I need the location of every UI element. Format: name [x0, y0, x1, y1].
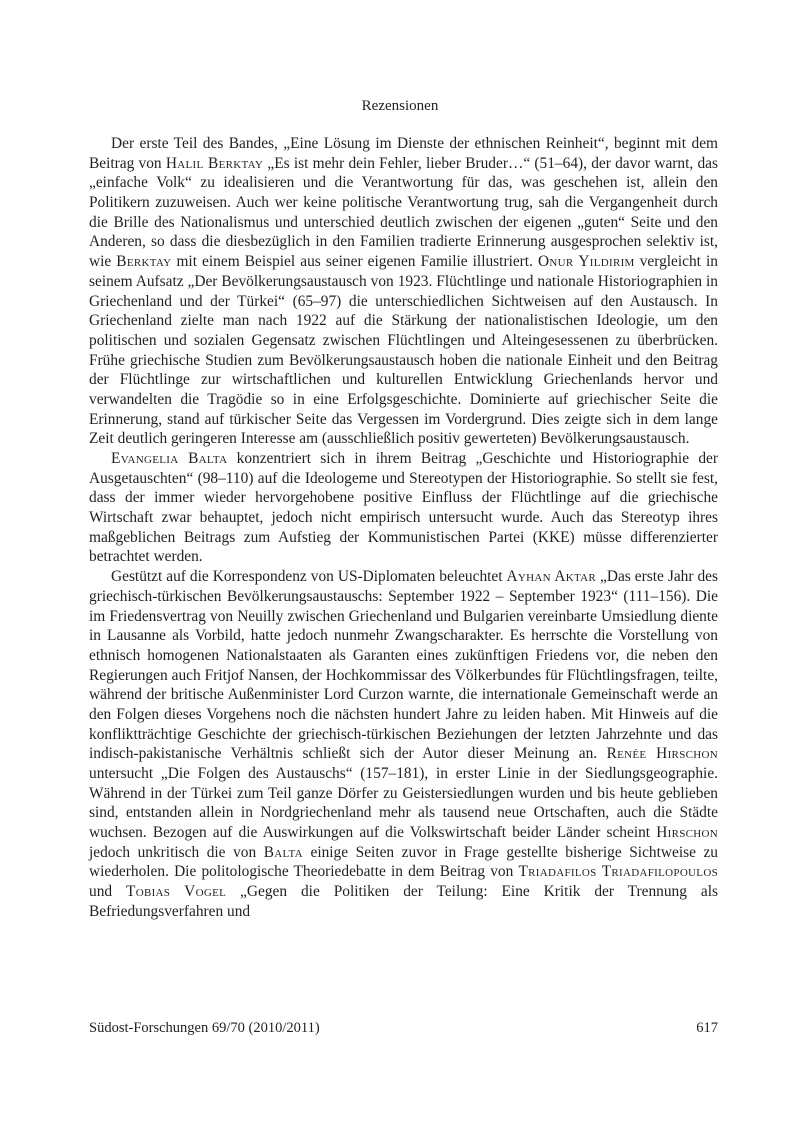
- text-run: und: [89, 883, 127, 901]
- author-name: Triadafilos Triadafilopoulos: [518, 863, 718, 881]
- text-run: „Es ist mehr dein Fehler, lieber Bruder…“ (51–64), der davor warnt, das „einfache Volk“ zu idealisieren und die Verantwortung für das, was geschehen ist, allein den Politikern zuzuweisen. Auch wer keine politische Verantwortung trug, sah die Vergangenheit durch die Brille des Nationalismus und unterschied deutlich zwischen der eigenen „guten“ Seite und den Anderen, so dass die diesbezüglich in den Familien tradierte Erinnerung ausgesprochen selektiv ist, wie: [89, 154, 719, 271]
- text-run: einige Seiten zuvor in Frage gestellte bisherige Sichtweise zu wiederholen. Die politologische Theoriedebatte in dem Beitrag von: [89, 843, 718, 881]
- review-body-text: [89, 134, 718, 922]
- text-run: mit einem Beispiel aus seiner eigenen Familie illustriert.: [171, 253, 538, 271]
- running-header: [0, 98, 800, 115]
- text-run: konzentriert sich in ihrem Beitrag „Geschichte und Historiographie der Ausgetauschten“ (98–110) auf die Ideologeme und Stereotypen der Historiographie. So stellt sie fest, dass der immer wieder hervorgehobene positive Einfluss der Flüchtlinge auf die griechische Wirtschaft zwar behauptet, jedoch nicht empirisch untersucht wurde. Auch das Stereotyp ihres maßgeblichen Beitrags zum Aufstieg der Kommunistischen Partei (KKE) müsse differenzierter betrachtet werden.: [89, 450, 718, 566]
- author-name: Renée Hirschon: [606, 745, 718, 763]
- body-paragraph: [89, 134, 718, 449]
- author-name: Halil Berktay: [165, 154, 264, 172]
- text-run: Der erste Teil des Bandes, „Eine Lösung im Dienste der ethnischen Reinheit“, beginnt mit dem Beitrag von: [89, 135, 718, 172]
- text-run: „Gegen die Politiken der Teilung: Eine Kritik der Trennung als Befriedungsverfahren und: [89, 883, 718, 920]
- journal-citation: Südost-Forschungen 69/70 (2010/2011): [89, 1020, 320, 1036]
- body-paragraph: [89, 449, 718, 567]
- author-name: Evangelia Balta: [111, 450, 228, 467]
- author-name: Berktay: [116, 253, 172, 271]
- body-paragraph: [89, 567, 718, 921]
- text-run: „Das erste Jahr des griechisch-türkischen Bevölkerungsaustauschs: September 1922 – September 1923“ (111–156). Die im Friedensvertrag von Neuilly zwischen Griechenland und Bulgarien vereinbarte Umsiedlung diente in Lausanne als Vorbild, hatte jedoch nunmehr Zwangscharakter. Es herrschte die Vorstellung von ethnisch homogenen Nationalstaaten als Garanten eines zukünftigen Friedens vor, die neben den Regierungen auch Fritjof Nansen, der Hochkommissar des Völkerbundes für Flüchtlingsfragen, teilte, während der britische Außenminister Lord Curzon warnte, die internationale Gemeinschaft werde an den Folgen dieses Vorgehens noch die nächsten hundert Jahre zu leiden haben. Mit Hinweis auf die konfliktträchtige Geschichte der griechisch-türkischen Beziehungen der letzten Jahrzehnte und das indisch-pakistanische Verhältnis schließt sich der Autor dieser Meinung an.: [89, 568, 718, 763]
- page-number: 617: [696, 1020, 718, 1036]
- author-name: Tobias Vogel: [126, 883, 227, 901]
- running-header-title: Rezensionen: [361, 98, 439, 114]
- text-run: untersucht „Die Folgen des Austauschs“ (157–181), in erster Linie in der Siedlungsgeographie. Während in der Türkei zum Teil ganze Dörfer zu Geistersiedlungen wurden und bis heute geblieben sind, entstanden allein in Nordgriechenland mehr als tausend neue Ortschaften, auch die Städte wuchsen. Bezogen auf die Auswirkungen auf die Volkswirtschaft beider Länder scheint: [89, 765, 718, 842]
- author-name: Onur Yildirim: [538, 253, 635, 271]
- author-name: Ayhan Aktar: [506, 568, 597, 586]
- text-run: vergleicht in seinem Aufsatz „Der Bevölkerungsaustausch von 1923. Flüchtlinge und nationale Historiographien in Griechenland und der Türkei“ (65–97) die unterschiedlichen Sichtweisen auf den Austausch. In Griechenland zielte man nach 1922 auf die Stärkung der nationalistischen Ideologie, um den politischen und sozialen Gegensatz zwischen Flüchtlingen und Alteingesessenen zu überbrücken. Frühe griechische Studien zum Bevölkerungsaustausch hoben die nationale Einheit und den Beitrag der Flüchtlinge zur wirtschaftlichen und kulturellen Entwicklung Griechenlands hervor und verwandelten die Tragödie so in eine Erfolgsgeschichte. Dominierte auf griechischer Seite die Erinnerung, stand auf türkischer Seite das Vergessen im Vordergrund. Dies zeigte sich in dem lange Zeit deutlich geringeren Interesse am (ausschließlich positiv gewerteten) Bevölkerungsaustausch.: [89, 253, 718, 448]
- text-run: Gestützt auf die Korrespondenz von US-Diplomaten beleuchtet: [111, 568, 507, 586]
- text-run: jedoch unkritisch die von: [89, 843, 264, 861]
- author-name: Hirschon: [656, 824, 718, 842]
- author-name: Balta: [263, 843, 303, 861]
